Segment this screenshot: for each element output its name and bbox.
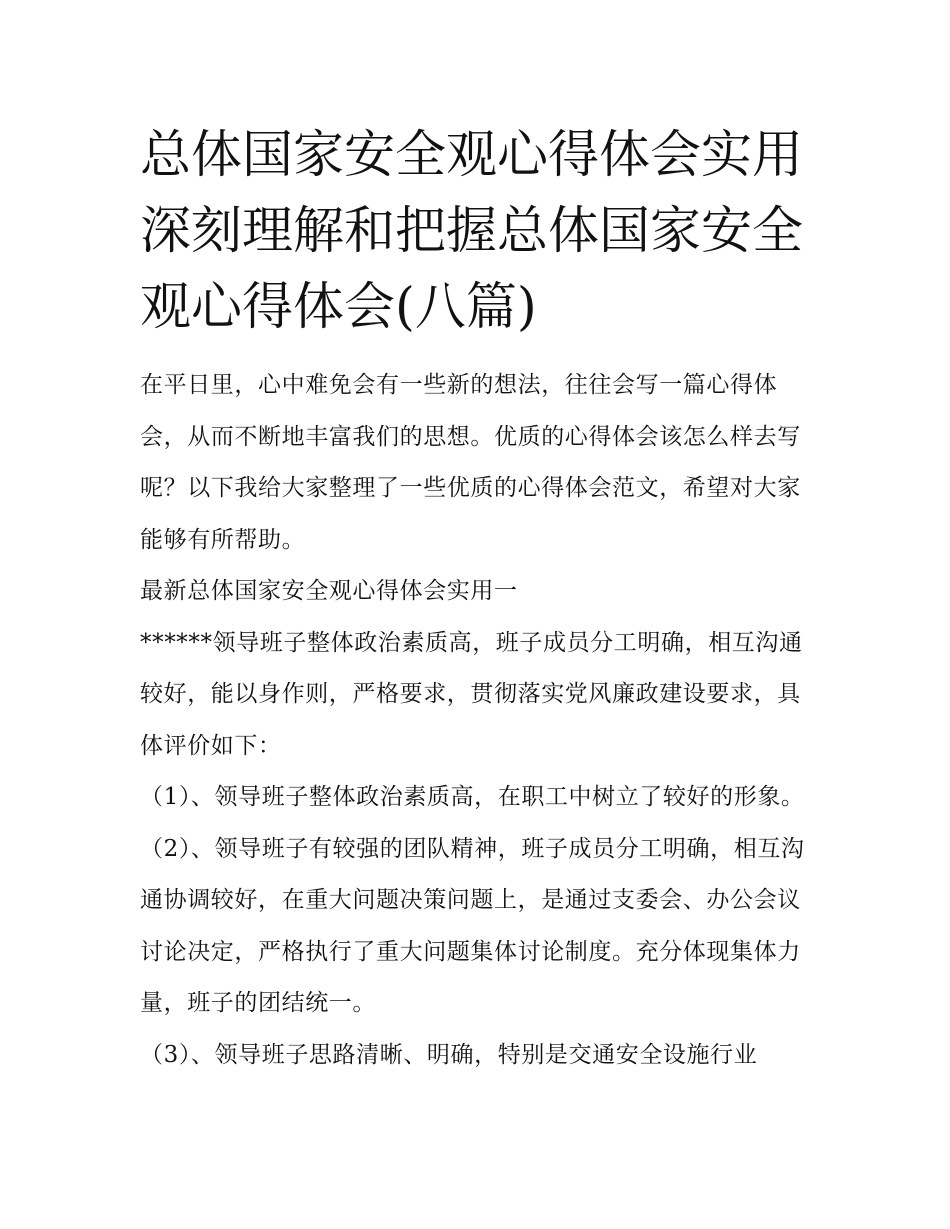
document-title: 总体国家安全观心得体会实用深刻理解和把握总体国家安全观心得体会(八篇) (140, 126, 804, 337)
document-body (140, 118, 820, 1081)
section-heading: 最新总体国家安全观心得体会实用一 (140, 578, 518, 604)
intro-paragraph: 在平日里，心中难免会有一些新的想法，往往会写一篇心得体会，从而不断地丰富我们的思想。优质的心得体会该怎么样去写呢？以下我给大家整理了一些优质的心得体会范文，希望对大家能够有所帮助。 (140, 372, 801, 553)
list-item-2: （2）、领导班子有较强的团队精神，班子成员分工明确，相互沟通协调较好，在重大问题决策问题上，是通过支委会、办公会议讨论决定，严格执行了重大问题集体讨论制度。充分体现集体力量，班子的团结统一。 (140, 835, 805, 1016)
list-item-1: （1）、领导班子整体政治素质高，在职工中树立了较好的形象。 (140, 784, 805, 810)
list-item-3: （3）、领导班子思路清晰、明确，特别是交通安全设施行业 (140, 1041, 758, 1068)
body-paragraph: ******领导班子整体政治素质高，班子成员分工明确，相互沟通较好，能以身作则，严格要求，贯彻落实党风廉政建设要求，具体评价如下： (140, 629, 803, 759)
